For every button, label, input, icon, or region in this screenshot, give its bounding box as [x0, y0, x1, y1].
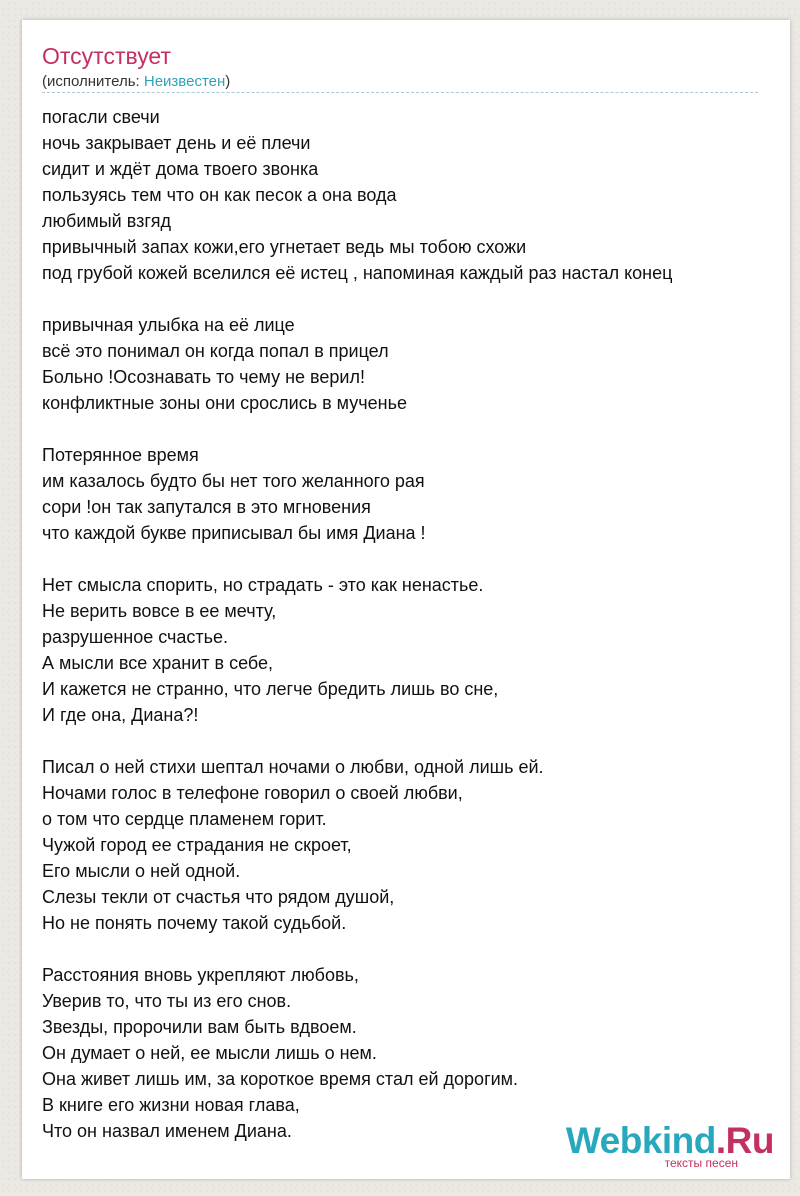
lyric-line: привычная улыбка на её лице	[42, 315, 295, 335]
lyric-line: ночь закрывает день и её плечи	[42, 133, 311, 153]
lyric-line: В книге его жизни новая глава,	[42, 1095, 300, 1115]
lyric-line: сидит и ждёт дома твоего звонка	[42, 159, 319, 179]
lyric-line: И кажется не странно, что легче бредить лишь во сне,	[42, 679, 499, 699]
lyric-line: что каждой букве приписывал бы имя Диана !	[42, 523, 426, 543]
lyric-line: Больно !Осознавать то чему не верил!	[42, 367, 365, 387]
lyric-line: Расстояния вновь укрепляют любовь,	[42, 965, 359, 985]
stanza-gap	[42, 936, 780, 962]
lyric-line: пользуясь тем что он как песок а она вода	[42, 185, 397, 205]
lyric-line: привычный запах кожи,его угнетает ведь мы тобою схожи	[42, 237, 527, 257]
lyric-line: Чужой город ее страдания не скроет,	[42, 835, 352, 855]
lyric-line: Уверив то, что ты из его снов.	[42, 991, 292, 1011]
lyric-line: под грубой кожей вселился её истец , напоминая каждый раз настал конец	[42, 263, 673, 283]
lyric-line: А мысли все хранит в себе,	[42, 653, 274, 673]
lyric-line: Его мысли о ней одной.	[42, 861, 241, 881]
logo-wordmark: Webkind	[565, 1120, 716, 1161]
lyric-line: Слезы текли от счастья что рядом душой,	[42, 887, 395, 907]
lyric-line: Не верить вовсе в ее мечту,	[42, 601, 277, 621]
lyric-line: Потерянное время	[42, 445, 199, 465]
lyric-line: им казалось будто бы нет того желанного рая	[42, 471, 425, 491]
lyric-line: Она живет лишь им, за короткое время стал ей дорогим.	[42, 1069, 519, 1089]
lyric-line: Нет смысла спорить, но страдать - это как ненастье.	[42, 575, 484, 595]
lyric-line: погасли свечи	[42, 107, 160, 127]
stanza-gap	[42, 286, 780, 312]
logo-tagline: тексты песен	[664, 1156, 738, 1170]
artist-line	[42, 72, 230, 92]
lyric-line: сори !он так запутался в это мгновения	[42, 497, 371, 517]
lyric-line: Но не понять почему такой судьбой.	[42, 913, 347, 933]
lyric-line: Писал о ней стихи шептал ночами о любви, одной лишь ей.	[42, 757, 544, 777]
lyric-line: разрушенное счастье.	[42, 627, 229, 647]
title-divider	[42, 92, 758, 93]
stanza-gap	[42, 416, 780, 442]
webkind-logo[interactable]	[566, 1122, 774, 1169]
stanza-gap	[42, 546, 780, 572]
lyrics-body	[42, 104, 780, 1144]
lyric-line: о том что сердце пламенем горит.	[42, 809, 327, 829]
lyric-line: любимый взгяд	[42, 211, 171, 231]
lyric-line: конфликтные зоны они срослись в мученье	[42, 393, 407, 413]
logo-domain: .Ru	[715, 1120, 774, 1161]
artist-prefix: (исполнитель:	[42, 73, 144, 90]
lyric-line: Звезды, пророчили вам быть вдвоем.	[42, 1017, 357, 1037]
lyrics-sheet	[22, 20, 790, 1179]
lyric-line: Он думает о ней, ее мысли лишь о нем.	[42, 1043, 377, 1063]
artist-link[interactable]: Неизвестен	[143, 73, 226, 90]
lyric-line: Что он назвал именем Диана.	[42, 1121, 292, 1141]
lyric-line: Ночами голос в телефоне говорил о своей любви,	[42, 783, 463, 803]
stanza-gap	[42, 728, 780, 754]
artist-suffix: )	[225, 73, 231, 90]
song-title: Отсутствует	[42, 43, 171, 69]
lyric-line: И где она, Диана?!	[42, 705, 199, 725]
lyric-line: всё это понимал он когда попал в прицел	[42, 341, 389, 361]
